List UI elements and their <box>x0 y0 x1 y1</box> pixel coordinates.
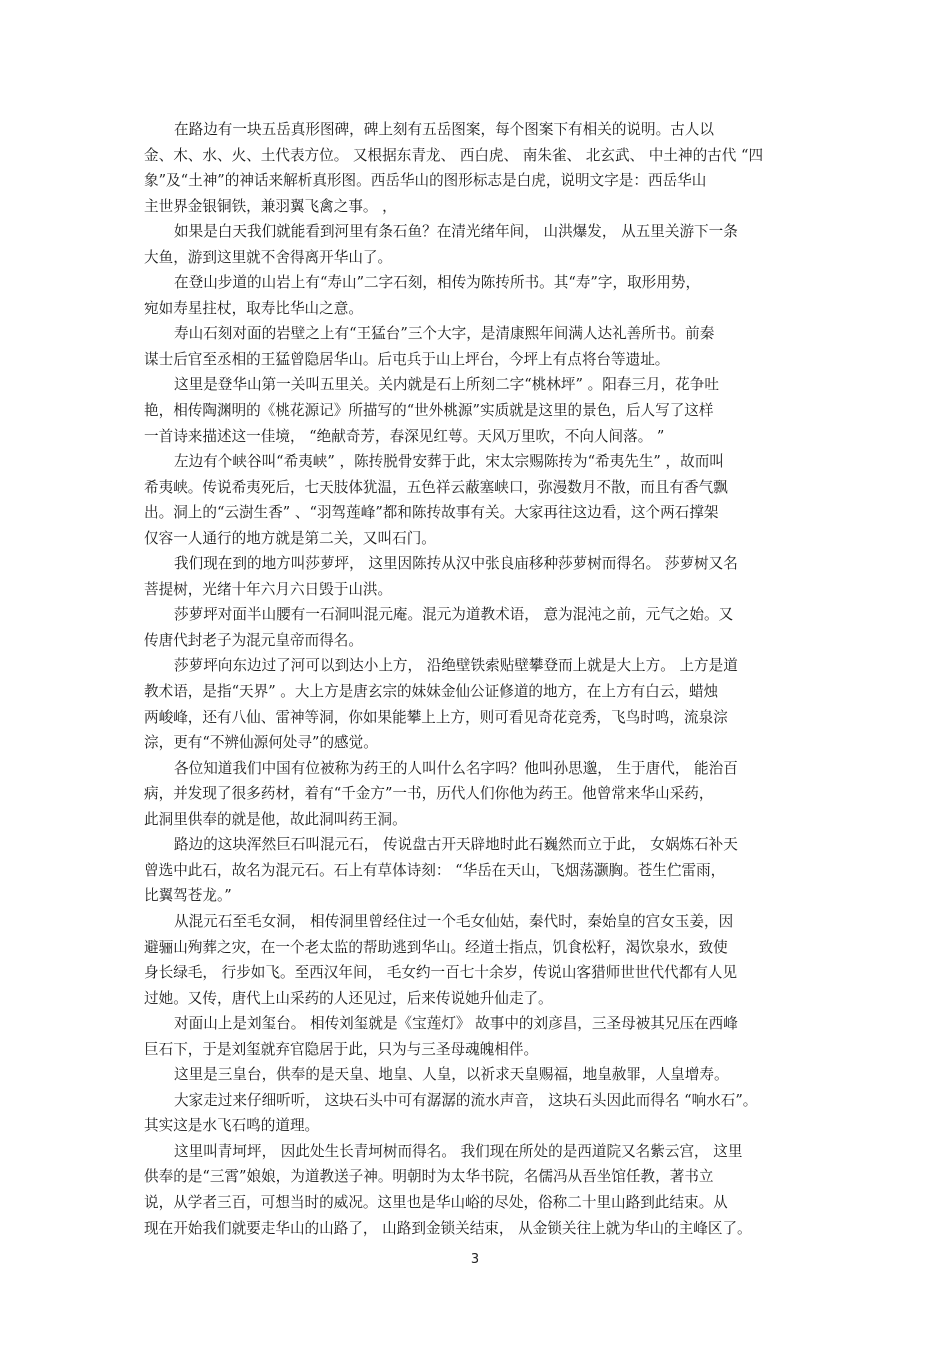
page-number: 3 <box>470 1252 480 1267</box>
document-body <box>144 117 816 1241</box>
text-line: 主世界金银铜铁，兼羽翼飞禽之事。 ， <box>144 197 397 215</box>
text-line: 出。洞上的“云澍生香” 、“羽驾莲峰”都和陈抟故事有关。大家再往这边看，这个两石撑架 <box>144 504 719 522</box>
text-line: 象”及“土神”的神话来解析真形图。西岳华山的图形标志是白虎，说明文字是：西岳华山 <box>144 172 707 190</box>
text-line: 巨石下，于是刘玺就弃官隐居于此，只为与三圣母魂魄相伴。 <box>144 1040 539 1058</box>
text-line: 传唐代封老子为混元皇帝而得名。 <box>144 631 363 649</box>
text-line: 菩提树，光绪十年六月六日毁于山洪。 <box>144 580 393 598</box>
text-line: 大家走过来仔细听听， 这块石头中可有潺潺的流水声音， 这块石头因此而得名 “响水石”。 <box>174 1091 758 1109</box>
text-line: 希夷峡。传说希夷死后，七天肢体犹温，五色祥云蔽塞峡口，弥漫数月不散，而且有香气飘 <box>144 478 728 496</box>
text-line: 宛如寿星拄杖，取寿比华山之意。 <box>144 299 363 317</box>
text-line: 供奉的是“三霄”娘娘，为道教送子神。明朝时为太华书院，名儒冯从吾坐馆任教，著书立 <box>144 1168 714 1186</box>
text-line: 路边的这块浑然巨石叫混元石， 传说盘古开天辟地时此石巍然而立于此， 女娲炼石补天 <box>174 836 738 854</box>
text-line: 这里叫青坷坪， 因此处生长青坷树而得名。 我们现在所处的是西道院又名紫云宫， 这里 <box>174 1142 743 1160</box>
text-line: 我们现在到的地方叫莎萝坪， 这里因陈抟从汉中张良庙移种莎萝树而得名。 莎萝树又名 <box>174 555 738 573</box>
text-line: 在登山步道的山岩上有“寿山”二字石刻，相传为陈抟所书。其“寿”字，取形用势， <box>174 274 701 292</box>
text-line: 仅容一人通行的地方就是第二关，又叫石门。 <box>144 529 436 547</box>
text-line: 淙，更有“不辨仙源何处寻”的感觉。 <box>144 734 378 752</box>
text-line: 此洞里供奉的就是他，故此洞叫药王洞。 <box>144 810 407 828</box>
text-line: 两峻峰，还有八仙、雷神等洞，你如果能攀上上方，则可看见奇花竞秀，飞鸟时鸣，流泉淙 <box>144 708 728 726</box>
text-line: 从混元石至毛女洞， 相传洞里曾经住过一个毛女仙姑，秦代时，秦始皇的宫女玉姜，因 <box>174 912 734 930</box>
text-line: 左边有个峡谷叫“希夷峡” ，陈抟脱骨安葬于此，宋太宗赐陈抟为“希夷先生” ，故而叫 <box>174 453 724 471</box>
text-line: 一首诗来描述这一佳境， “绝献奇芳，春深见红萼。天风万里吹，不向人间落。 ” <box>144 427 665 445</box>
text-line: 这里是登华山第一关叫五里关。关内就是石上所刻二字“桃林坪” 。阳春三月，花争吐 <box>174 376 719 394</box>
text-line: 谋士后官至丞相的王猛曾隐居华山。后屯兵于山上坪台，今坪上有点将台等遗址。 <box>144 350 670 368</box>
text-line: 这里是三皇台，供奉的是天皇、地皇、人皇，以祈求天皇赐福，地皇赦罪，人皇增寿。 <box>174 1066 729 1084</box>
text-line: 病，并发现了很多药材，着有“千金方”一书，历代人们你他为药王。他曾常来华山采药， <box>144 785 714 803</box>
text-line: 现在开始我们就要走华山的山路了， 山路到金锁关结束， 从金锁关往上就为华山的主峰区了。 <box>144 1219 752 1237</box>
text-line: 金、木、水、火、土代表方位。 又根据东青龙、 西白虎、 南朱雀、 北玄武、 中土神的古代 “四 <box>144 146 764 164</box>
text-line: 比翼驾苍龙。” <box>144 887 232 905</box>
text-line: 曾选中此石，故名为混元石。石上有草体诗刻： “华岳在天山，飞烟荡灏胸。苍生伫雷雨， <box>144 861 726 879</box>
text-line: 对面山上是刘玺台。 相传刘玺就是《宝莲灯》 故事中的刘彦昌，三圣母被其兄压在西峰 <box>174 1015 738 1033</box>
text-line: 说，从学者三百，可想当时的威况。这里也是华山峪的尽处，俗称二十里山路到此结束。从 <box>144 1193 728 1211</box>
text-line: 莎萝坪向东边过了河可以到达小上方， 沿绝壁铁索贴壁攀登而上就是大上方。 上方是道 <box>174 657 738 675</box>
text-line: 大鱼，游到这里就不舍得离开华山了。 <box>144 248 393 266</box>
text-line: 身长绿毛， 行步如飞。至西汉年间， 毛女约一百七十余岁，传说山客猎师世世代代都有人见 <box>144 964 738 982</box>
text-line: 在路边有一块五岳真形图碑，碑上刻有五岳图案，每个图案下有相关的说明。古人以 <box>174 121 714 138</box>
text-line: 避骊山殉葬之灾，在一个老太监的帮助逃到华山。经道士指点，饥食松籽，渴饮泉水，致使 <box>144 938 728 956</box>
text-line: 其实这是水飞石鸣的道理。 <box>144 1117 320 1135</box>
text-line: 过她。又传，唐代上山采药的人还见过，后来传说她升仙走了。 <box>144 989 553 1007</box>
text-line: 教术语，是指“天界” 。大上方是唐玄宗的妹妹金仙公证修道的地方，在上方有白云，蜡烛 <box>144 683 719 701</box>
text-line: 艳，相传陶渊明的《桃花源记》所描写的“世外桃源”实质就是这里的景色，后人写了这样 <box>144 402 714 420</box>
text-line: 如果是白天我们就能看到河里有条石鱼？在清光绪年间， 山洪爆发， 从五里关游下一条 <box>174 223 738 241</box>
text-line: 莎萝坪对面半山腰有一石洞叫混元庵。混元为道教术语， 意为混沌之前，元气之始。又 <box>174 606 734 624</box>
text-line: 各位知道我们中国有位被称为药王的人叫什么名字吗？他叫孙思邈， 生于唐代， 能治百 <box>174 759 738 777</box>
text-line: 寿山石刻对面的岩壁之上有“王猛台”三个大字，是清康熙年间满人达礼善所书。前秦 <box>174 325 715 343</box>
